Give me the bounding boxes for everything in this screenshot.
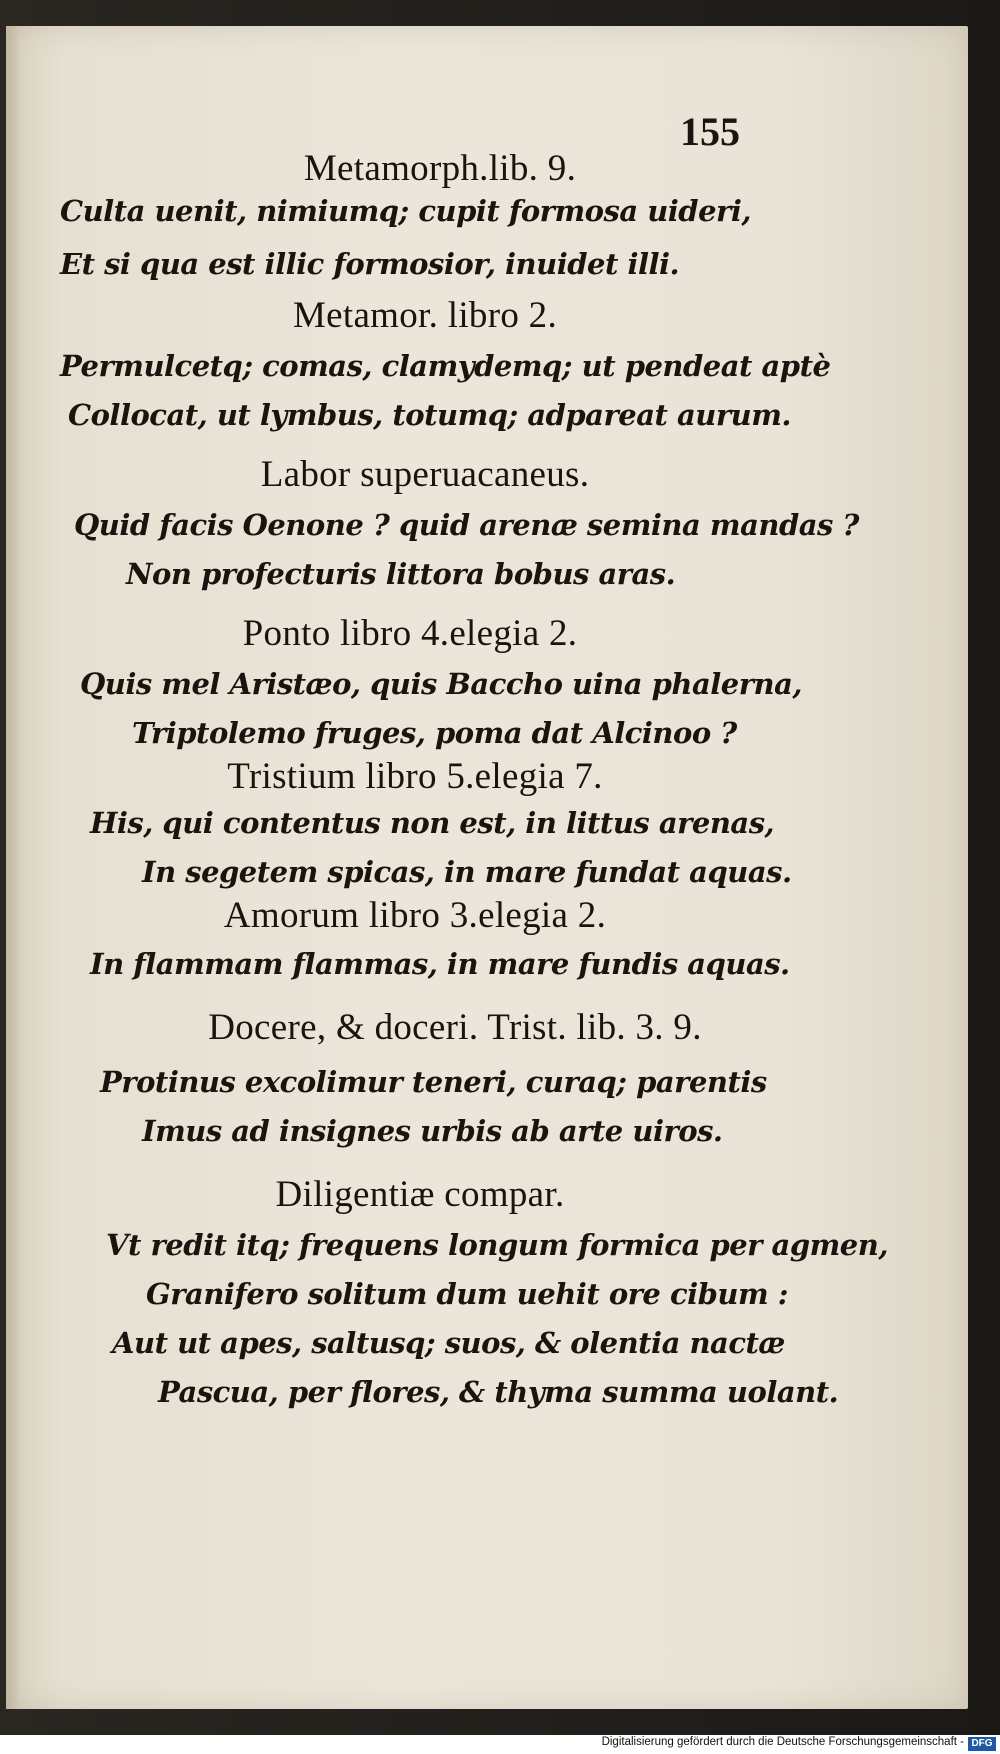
funding-credit: Digitalisierung gefördert durch die Deutsche Forschungsgemeinschaft - (601, 1736, 964, 1748)
verse-line: Permulcetq; comas, clamydemq; ut pendeat aptè (60, 349, 831, 383)
verse-line: Triptolemo fruges, poma dat Alcinoo ? (132, 716, 737, 750)
heading-line: Metamor. libro 2. (292, 295, 558, 336)
heading-line: Ponto libro 4.elegia 2. (242, 613, 578, 654)
verse-line: Quid facis Oenone ? quid arenæ semina mandas ? (74, 508, 859, 542)
heading-line: Diligentiæ compar. (275, 1174, 565, 1215)
heading-line: Metamorph.lib. 9. (303, 148, 577, 189)
page-text (60, 150, 900, 1407)
verse-line: Vt redit itq; frequens longum formica per agmen, (106, 1228, 888, 1262)
verse-line: Protinus excolimur teneri, curaq; parentis (100, 1065, 767, 1099)
verse-line: Granifero solitum dum uehit ore cibum : (146, 1277, 789, 1311)
dfg-logo: DFG (968, 1737, 996, 1751)
verse-line: Pascua, per flores, & thyma summa uolant. (158, 1375, 839, 1409)
heading-line: Docere, & doceri. Trist. lib. 3. 9. (208, 1007, 702, 1048)
verse-line: In segetem spicas, in mare fundat aquas. (142, 855, 792, 889)
verse-line: Et si qua est illic formosior, inuidet illi. (60, 247, 680, 281)
verse-line: Imus ad insignes urbis ab arte uiros. (142, 1114, 723, 1148)
verse-line: Quis mel Aristæo, quis Baccho uina phalerna, (80, 667, 802, 701)
heading-line: Labor superuacaneus. (260, 454, 590, 495)
page-number: 155 (680, 109, 740, 154)
verse-line: Aut ut apes, saltusq; suos, & olentia nactæ (112, 1326, 785, 1360)
heading-line: Amorum libro 3.elegia 2. (223, 895, 607, 936)
heading-line: Tristium libro 5.elegia 7. (227, 756, 603, 797)
verse-line: Non profecturis littora bobus aras. (126, 557, 676, 591)
verse-line: In flammam flammas, in mare fundis aquas. (90, 947, 790, 981)
verse-line: Collocat, ut lymbus, totumq; adpareat aurum. (68, 398, 791, 432)
verse-line: Culta uenit, nimiumq; cupit formosa uideri, (60, 194, 751, 228)
page-gutter-shadow (6, 26, 20, 1709)
verse-line: His, qui contentus non est, in littus arenas, (90, 806, 775, 840)
